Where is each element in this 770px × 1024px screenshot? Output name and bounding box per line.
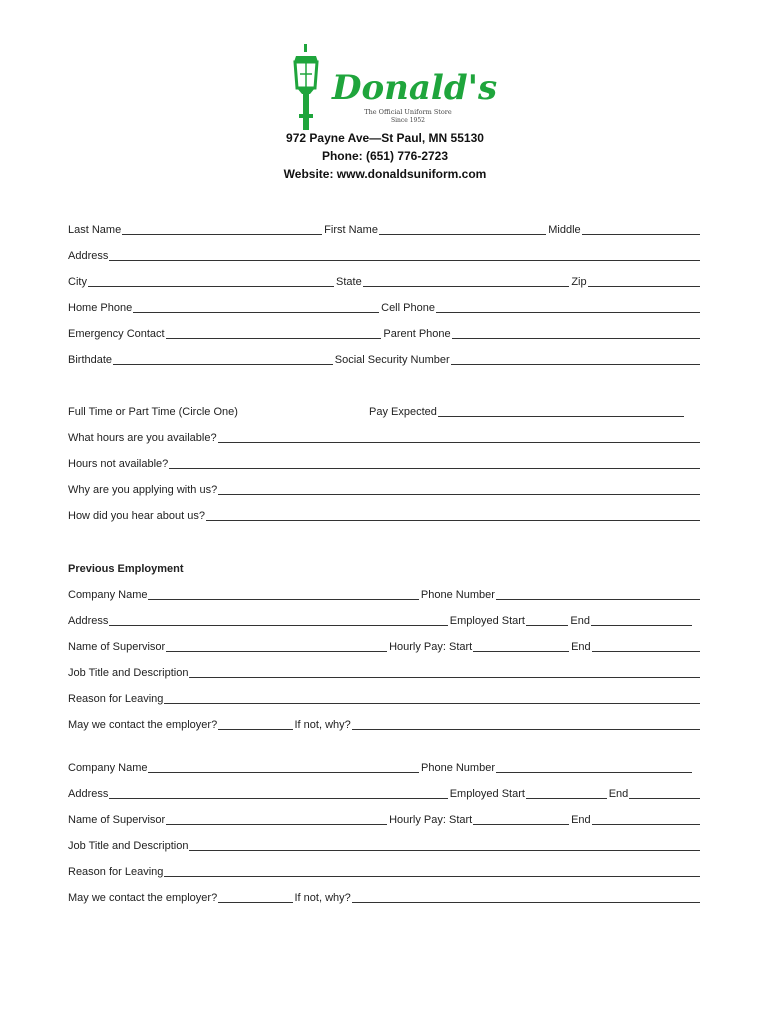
why-applying-row [68,480,702,496]
hourly-pay-end-label: End [571,641,591,653]
state-label: State [336,276,362,288]
how-heard-field[interactable] [206,509,700,521]
job-title-label: Job Title and Description [68,840,189,852]
reason-leaving-field[interactable] [164,692,700,704]
hours-available-row [68,428,702,444]
city-field[interactable] [88,275,334,287]
may-contact-label: May we contact the employer? [68,892,218,904]
may-contact-label: May we contact the employer? [68,719,218,731]
work-type-row [68,402,702,418]
employer-1-job-title-row [68,663,702,679]
how-heard-label: How did you hear about us? [68,510,205,522]
employer-1-reason-row [68,689,702,705]
company-name-field[interactable] [148,588,418,600]
hourly-pay-start-field[interactable] [473,640,569,652]
address-row [68,246,702,262]
birthdate-row [68,350,702,366]
emergency-contact-field[interactable] [166,327,382,339]
if-not-why-label: If not, why? [294,892,351,904]
full-part-time-label[interactable]: Full Time or Part Time (Circle One) [68,406,238,418]
supervisor-field[interactable] [166,640,387,652]
employed-start-field[interactable] [526,614,568,626]
employed-end-label: End [608,788,629,800]
employer-2-contact-row [68,888,702,904]
hourly-pay-end-label: End [571,814,591,826]
employed-end-label: End [570,615,590,627]
lamp-post-logo-icon [288,44,498,130]
zip-field[interactable] [588,275,700,287]
if-not-why-field[interactable] [352,718,700,730]
company-name-label: Company Name [68,762,148,774]
first-name-label: First Name [324,224,378,236]
employed-start-label: Employed Start [449,615,525,627]
hours-available-field[interactable] [218,431,700,443]
emergency-contact-label: Emergency Contact [68,328,165,340]
employer-address-field[interactable] [109,614,447,626]
ssn-label: Social Security Number [334,354,450,366]
employed-end-field[interactable] [629,787,700,799]
why-applying-field[interactable] [218,483,700,495]
reason-leaving-field[interactable] [164,865,700,877]
job-title-label: Job Title and Description [68,667,189,679]
phone-number-label: Phone Number [420,589,495,601]
hourly-pay-start-label: Hourly Pay: Start [389,814,473,826]
employer-1-contact-row [68,715,702,731]
middle-field[interactable] [582,223,700,235]
reason-leaving-label: Reason for Leaving [68,866,164,878]
employed-end-field[interactable] [591,614,692,626]
home-phone-label: Home Phone [68,302,133,314]
phone-number-label: Phone Number [421,762,495,774]
address-label: Address [68,250,109,262]
name-row [68,220,702,236]
pay-expected-field[interactable] [438,405,684,417]
employer-address-label: Address [68,615,109,627]
first-name-field[interactable] [379,223,546,235]
birthdate-label: Birthdate [68,354,113,366]
hours-available-label: What hours are you available? [68,432,217,444]
emergency-row [68,324,702,340]
previous-employment-heading [68,559,702,575]
store-website: Website: www.donaldsuniform.com [283,167,487,181]
store-phone: Phone: (651) 776-2723 [321,149,449,163]
employed-start-field[interactable] [526,787,607,799]
employer-1-address-row [68,611,702,627]
employer-2-reason-row [68,862,702,878]
employer-1-company-row [68,585,702,601]
employer-1-supervisor-row [68,637,702,653]
why-applying-label: Why are you applying with us? [68,484,218,496]
how-heard-row [68,506,702,522]
employer-2-job-title-row [68,836,702,852]
employer-address-field[interactable] [109,787,447,799]
employed-start-label: Employed Start [449,788,525,800]
job-title-field[interactable] [189,666,700,678]
phone-number-field[interactable] [496,588,700,600]
reason-leaving-label: Reason for Leaving [68,693,164,705]
supervisor-label: Name of Supervisor [68,641,166,653]
cell-phone-field[interactable] [436,301,700,313]
hours-not-available-row [68,454,702,470]
if-not-why-field[interactable] [352,891,700,903]
ssn-field[interactable] [451,353,700,365]
phone-number-field[interactable] [496,761,692,773]
hours-not-available-field[interactable] [169,457,700,469]
phone-row [68,298,702,314]
home-phone-field[interactable] [133,301,379,313]
hourly-pay-end-field[interactable] [592,813,700,825]
last-name-field[interactable] [122,223,322,235]
hourly-pay-start-label: Hourly Pay: Start [389,641,473,653]
employer-2-company-row [68,758,702,774]
hourly-pay-start-field[interactable] [473,813,569,825]
cell-phone-label: Cell Phone [381,302,435,314]
zip-label: Zip [571,276,587,288]
donalds-logo [288,44,498,130]
hours-not-available-label: Hours not available? [68,458,169,470]
middle-label: Middle [548,224,581,236]
state-field[interactable] [363,275,570,287]
store-address: 972 Payne Ave—St Paul, MN 55130 [286,131,484,145]
logo-since-text: Since 1952 [391,117,425,124]
supervisor-label: Name of Supervisor [68,814,166,826]
parent-phone-label: Parent Phone [383,328,451,340]
pay-expected-label: Pay Expected [369,406,437,418]
hourly-pay-end-field[interactable] [592,640,700,652]
logo-brand-text: Donald's [332,68,498,108]
company-name-field[interactable] [148,761,419,773]
city-label: City [68,276,87,288]
parent-phone-field[interactable] [452,327,700,339]
last-name-label: Last Name [68,224,122,236]
job-title-field[interactable] [189,839,700,851]
city-row [68,272,702,288]
section-title: Previous Employment [68,563,184,575]
company-name-label: Company Name [68,589,148,601]
may-contact-field[interactable] [218,718,292,730]
address-field[interactable] [109,249,700,261]
if-not-why-label: If not, why? [294,719,351,731]
may-contact-field[interactable] [218,891,292,903]
birthdate-field[interactable] [113,353,333,365]
logo-tagline-text: The Official Uniform Store [364,108,452,116]
employer-2-address-row [68,784,702,800]
supervisor-field[interactable] [166,813,387,825]
employer-2-supervisor-row [68,810,702,826]
employer-address-label: Address [68,788,109,800]
